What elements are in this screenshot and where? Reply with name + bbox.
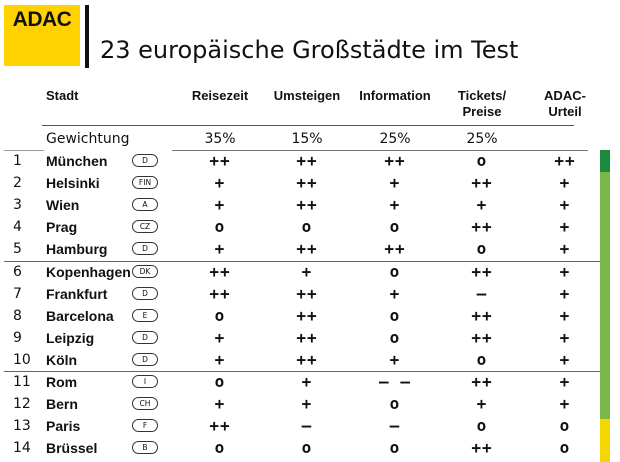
weight-value: 35% (204, 131, 236, 147)
weight-value: 25% (379, 131, 411, 147)
city-name: Wien (46, 197, 80, 214)
header-col-line1: ADAC- (544, 88, 586, 103)
country-code-badge: D (132, 353, 158, 366)
header-col-line1: Information (359, 88, 431, 103)
country-code-badge: CH (132, 397, 158, 410)
rating-cell: o (476, 151, 488, 170)
table-row (0, 150, 620, 172)
rating-cell: ++ (209, 283, 231, 303)
header-col-2 (262, 88, 352, 104)
rating-cell: + (559, 283, 571, 303)
rating-cell: o (476, 239, 488, 259)
rating-cell: – (389, 416, 401, 436)
header-city: Stadt (46, 88, 79, 103)
city-name: Barcelona (46, 307, 114, 324)
rating-cell: + (559, 349, 571, 369)
country-code-badge: D (132, 331, 158, 344)
rating-cell: + (214, 394, 226, 414)
rating-cell: ++ (296, 349, 318, 369)
rating-cell: o (301, 438, 313, 458)
city-name: Köln (46, 351, 78, 368)
rank-number: 1 (13, 153, 22, 169)
city-name: Rom (46, 374, 78, 390)
rank-number: 3 (13, 197, 22, 214)
table-row (0, 349, 620, 371)
group-rule-2 (4, 371, 600, 372)
country-code-badge: B (132, 441, 158, 454)
table-row (0, 216, 620, 238)
rating-cell: o (389, 394, 401, 414)
rank-number: 13 (13, 418, 31, 435)
weight-value: 25% (466, 131, 498, 147)
country-code-badge: D (132, 242, 158, 255)
rating-cell: + (389, 173, 401, 193)
rating-cell: + (476, 195, 488, 215)
rating-cell: ++ (296, 151, 318, 170)
rank-number: 2 (13, 175, 22, 192)
rating-cell: ++ (471, 305, 493, 325)
rating-stripe-satisfactory (600, 419, 610, 462)
header-col-5 (520, 88, 610, 120)
table-row (0, 283, 620, 305)
city-name: Bern (46, 396, 78, 413)
country-code-badge: E (132, 309, 158, 322)
rating-cell: o (389, 327, 401, 347)
rating-cell: + (389, 283, 401, 303)
rating-cell: + (559, 261, 571, 281)
country-code-badge: DK (132, 265, 158, 278)
rating-cell: ++ (384, 151, 406, 170)
rating-cell: + (301, 394, 313, 414)
city-name: Prag (46, 219, 78, 236)
rating-cell: + (214, 173, 226, 193)
rating-cell: + (559, 327, 571, 347)
rating-cell: – (476, 283, 488, 303)
table-row (0, 305, 620, 327)
rating-stripe-very-good (600, 150, 610, 172)
rank-number: 5 (13, 241, 22, 258)
rating-cell: ++ (471, 327, 493, 347)
rating-cell: + (214, 349, 226, 369)
country-code-badge: F (132, 419, 158, 432)
rating-cell: ++ (471, 173, 493, 193)
rating-cell: ++ (384, 239, 406, 259)
rating-cell: + (301, 261, 313, 281)
rating-cell: + (214, 239, 226, 259)
city-name: Kopenhagen (46, 263, 131, 280)
rank-number: 7 (13, 285, 22, 302)
header-col-1 (175, 88, 265, 104)
rating-cell: o (301, 217, 313, 237)
rating-cell: ++ (209, 261, 231, 281)
group-rule-1 (4, 261, 600, 262)
rating-cell: o (559, 438, 571, 458)
table-row (0, 415, 620, 437)
rating-cell: ++ (296, 305, 318, 325)
rating-cell: o (476, 349, 488, 369)
title-divider (85, 5, 89, 68)
rank-number: 6 (13, 263, 22, 280)
rating-cell: + (214, 195, 226, 215)
rank-number: 8 (13, 307, 22, 324)
rating-cell: o (214, 305, 226, 325)
rank-number: 9 (13, 329, 22, 346)
rating-stripe-good (600, 172, 610, 419)
rating-cell: o (214, 372, 226, 391)
header-col-4 (437, 88, 527, 120)
rating-cell: o (389, 217, 401, 237)
table-row (0, 172, 620, 194)
header-col-line2: Urteil (548, 104, 582, 119)
country-code-badge: D (132, 287, 158, 300)
rank-number: 4 (13, 219, 22, 236)
city-name: Frankfurt (46, 285, 108, 302)
header-col-line1: Reisezeit (191, 88, 249, 103)
rating-cell: ++ (471, 261, 493, 281)
logo-yellow-block (4, 35, 80, 66)
country-code-badge: CZ (132, 220, 158, 233)
header-col-line2: Preise (462, 104, 502, 119)
rating-cell: + (389, 195, 401, 215)
table-row (0, 327, 620, 349)
rating-cell: ++ (296, 283, 318, 303)
country-code-badge: FIN (132, 176, 158, 189)
rank-number: 11 (13, 374, 31, 390)
rating-cell: ++ (296, 239, 318, 259)
rating-cell: + (476, 394, 488, 414)
table-row (0, 194, 620, 216)
table-row (0, 261, 620, 283)
city-name: München (46, 153, 108, 169)
rank-number: 14 (13, 440, 31, 457)
rating-cell: + (559, 217, 571, 237)
weight-value: 15% (291, 131, 323, 147)
rating-cell: ++ (471, 372, 493, 391)
rank-number: 12 (13, 396, 31, 413)
header-col-line1: Umsteigen (273, 88, 341, 103)
city-name: Paris (46, 418, 81, 435)
rating-cell: o (476, 416, 488, 436)
rank-number: 10 (13, 351, 31, 368)
rating-cell: o (214, 217, 226, 237)
rating-cell: ++ (209, 151, 231, 170)
country-code-badge: A (132, 198, 158, 211)
rating-cell: + (559, 195, 571, 215)
header-col-3 (350, 88, 440, 104)
city-name: Brüssel (46, 440, 98, 457)
rating-cell: ++ (296, 327, 318, 347)
rating-cell: + (559, 372, 571, 391)
weight-label: Gewichtung (46, 131, 130, 147)
rating-cell: + (559, 239, 571, 259)
rating-cell: ++ (471, 217, 493, 237)
rating-cell: ++ (554, 151, 576, 170)
rating-cell: o (214, 438, 226, 458)
rating-cell: ++ (296, 195, 318, 215)
rating-cell: ++ (471, 438, 493, 458)
table-row (0, 393, 620, 415)
page-title: 23 europäische Großstädte im Test (100, 36, 519, 64)
table-row (0, 437, 620, 459)
rating-cell: + (389, 349, 401, 369)
table-row (0, 238, 620, 260)
adac-logo: ADAC (4, 5, 80, 35)
rating-cell: + (559, 173, 571, 193)
rating-cell: + (559, 394, 571, 414)
rating-cell: + (214, 327, 226, 347)
rating-cell: o (559, 416, 571, 436)
rating-cell: o (389, 261, 401, 281)
header-col-line1: Tickets/ (457, 88, 507, 103)
rating-cell: o (389, 305, 401, 325)
table-row (0, 371, 620, 393)
rating-cell: – – (379, 372, 411, 391)
country-code-badge: I (132, 375, 158, 388)
city-name: Helsinki (46, 175, 100, 192)
city-name: Leipzig (46, 329, 95, 346)
header-rule (42, 125, 574, 126)
rating-cell: + (559, 305, 571, 325)
rating-cell: ++ (209, 416, 231, 436)
city-name: Hamburg (46, 241, 108, 258)
rating-cell: o (389, 438, 401, 458)
rating-cell: – (301, 416, 313, 436)
rating-cell: + (301, 372, 313, 391)
country-code-badge: D (132, 154, 158, 167)
rating-cell: ++ (296, 173, 318, 193)
